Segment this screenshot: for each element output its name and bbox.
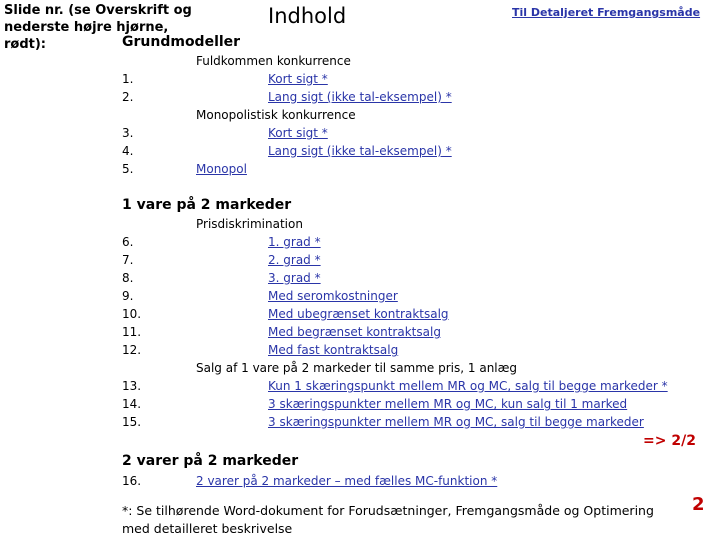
- toc-link[interactable]: 2. grad *: [268, 253, 321, 267]
- section-heading-1-vare-2-markeder: 1 vare på 2 markeder: [122, 197, 292, 213]
- toc-link[interactable]: Lang sigt (ikke tal-eksempel) *: [268, 144, 452, 158]
- toc-link[interactable]: 1. grad *: [268, 235, 321, 249]
- toc-link[interactable]: Kort sigt *: [268, 72, 328, 86]
- toc-link[interactable]: 2 varer på 2 markeder – med fælles MC-funktion *: [196, 474, 498, 488]
- item-number: 3.: [122, 126, 134, 140]
- toc-link[interactable]: 3. grad *: [268, 271, 321, 285]
- item-number: 5.: [122, 162, 134, 176]
- item-number: 6.: [122, 235, 134, 249]
- toc-link[interactable]: 3 skæringspunkter mellem MR og MC, kun salg til 1 marked: [268, 397, 628, 411]
- item-number: 2.: [122, 90, 134, 104]
- corner-note-line-3: rødt):: [4, 37, 47, 52]
- toc-link[interactable]: Kun 1 skæringspunkt mellem MR og MC, salg til begge markeder *: [268, 379, 668, 393]
- item-number: 9.: [122, 289, 134, 303]
- corner-note-line-1: Slide nr. (se Overskrift og: [4, 3, 192, 18]
- item-number: 4.: [122, 144, 134, 158]
- toc-link[interactable]: Med seromkostninger: [268, 289, 398, 303]
- toc-link[interactable]: 3 skæringspunkter mellem MR og MC, salg til begge markeder: [268, 415, 644, 429]
- toc-link[interactable]: Med begrænset kontraktsalg: [268, 325, 441, 339]
- detailed-procedure-link[interactable]: Til Detaljeret Fremgangsmåde: [512, 6, 701, 19]
- toc-link[interactable]: Med ubegrænset kontraktsalg: [268, 307, 449, 321]
- item-number: 8.: [122, 271, 134, 285]
- next-page-link[interactable]: => 2/2: [643, 433, 696, 449]
- item-number: 12.: [122, 343, 142, 357]
- toc-link[interactable]: Monopol: [196, 162, 247, 176]
- item-number: 13.: [122, 379, 142, 393]
- footnote: *: Se tilhørende Word-dokument for Forudsætninger, Fremgangsmåde og Optimering med detailleret beskrivelse: [122, 503, 654, 536]
- item-number: 11.: [122, 325, 142, 339]
- toc-link[interactable]: Kort sigt *: [268, 126, 328, 140]
- page-title: Indhold: [268, 4, 347, 28]
- toc-subheading: Salg af 1 vare på 2 markeder til samme pris, 1 anlæg: [196, 361, 518, 375]
- toc-subheading: Prisdiskrimination: [196, 217, 303, 231]
- item-number: 1.: [122, 72, 134, 86]
- toc-link[interactable]: Lang sigt (ikke tal-eksempel) *: [268, 90, 452, 104]
- item-number: 10.: [122, 307, 142, 321]
- toc-subheading: Fuldkommen konkurrence: [196, 54, 351, 68]
- corner-note-line-2: nederste højre hjørne,: [4, 20, 169, 35]
- section-heading-grundmodeller: Grundmodeller: [122, 34, 241, 50]
- slide-number: 2: [692, 494, 705, 515]
- section-heading-2-varer-2-markeder: 2 varer på 2 markeder: [122, 453, 299, 469]
- toc-link[interactable]: Med fast kontraktsalg: [268, 343, 399, 357]
- item-number: 7.: [122, 253, 134, 267]
- item-number: 16.: [122, 474, 142, 488]
- toc-subheading: Monopolistisk konkurrence: [196, 108, 356, 122]
- item-number: 14.: [122, 397, 142, 411]
- item-number: 15.: [122, 415, 142, 429]
